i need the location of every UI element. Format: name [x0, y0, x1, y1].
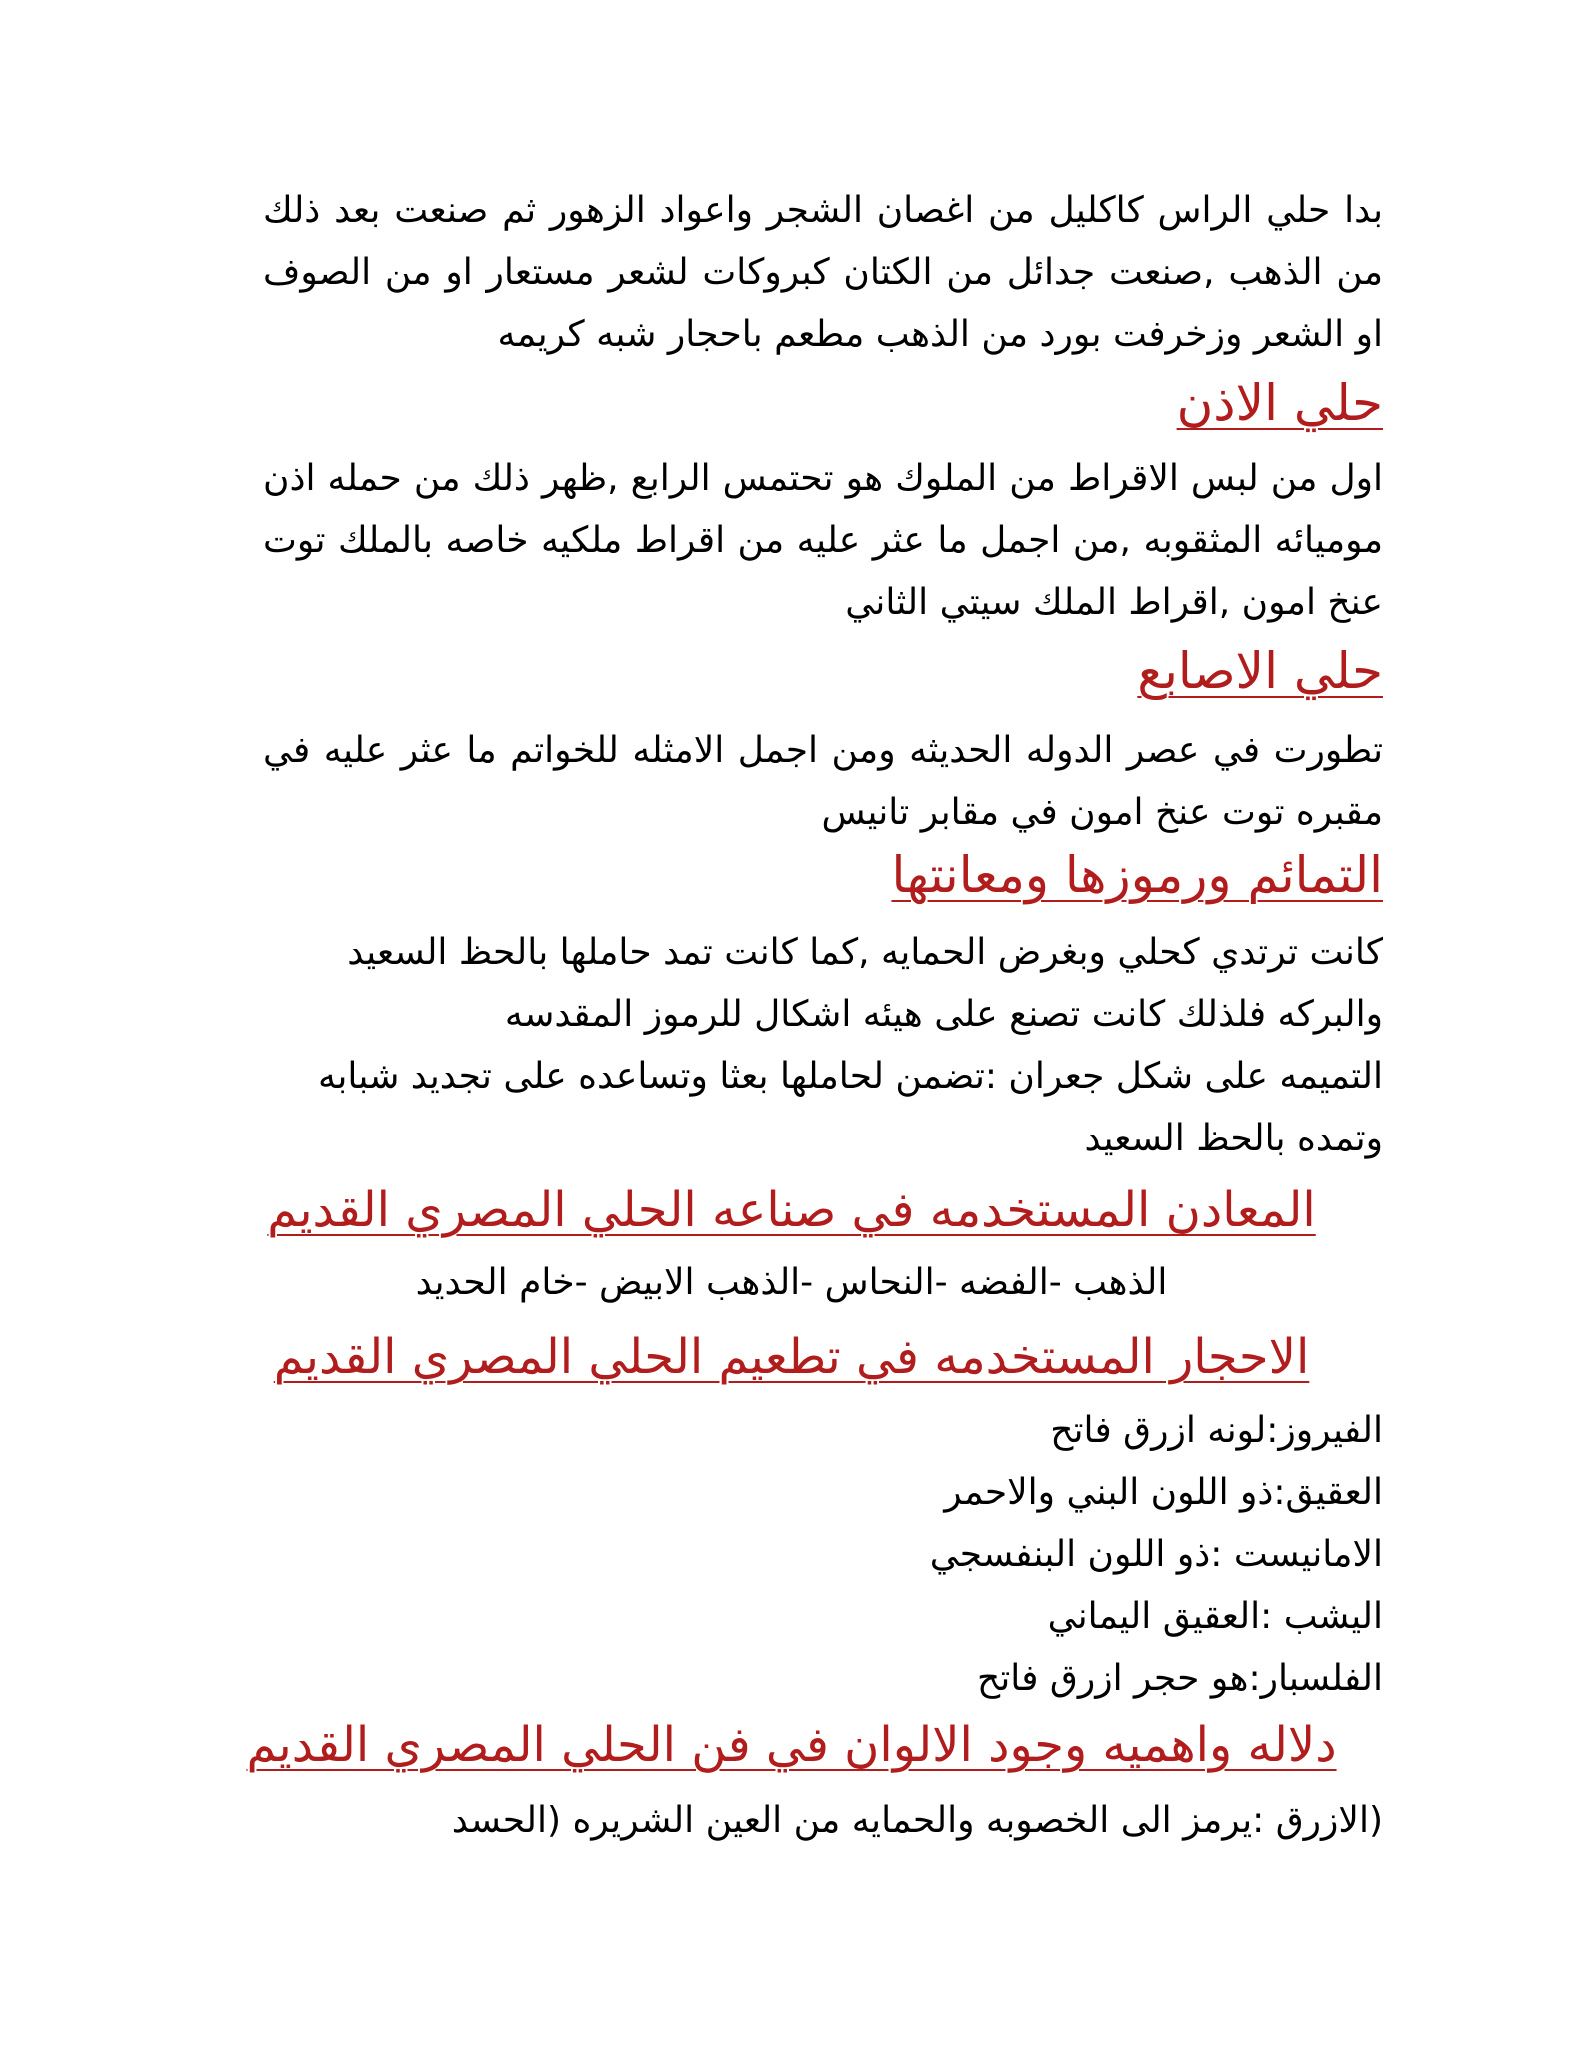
section-stones: [0, 1322, 1583, 1392]
metals-line: الذهب -الفضه -النحاس -الذهب الابيض -خام الحديد: [415, 1262, 1168, 1303]
amulets-paragraph: [263, 922, 1383, 1170]
stone-item: الفيروز:لونه ازرق فاتح: [1050, 1410, 1383, 1451]
stone-item: الامانيست :ذو اللون البنفسجي: [929, 1534, 1383, 1575]
amulets-line: والبركه فلذلك كانت تصنع على هيئه اشكال للرموز المقدسه: [504, 994, 1383, 1035]
intro-line: او الشعر وزخرفت بورد من الذهب مطعم باحجار شبه كريمه: [497, 314, 1383, 355]
heading-amulets: التمائم ورموزها ومعانتها: [891, 846, 1383, 904]
fingers-paragraph: [263, 720, 1383, 844]
heading-colors: دلاله واهميه وجود الالوان في فن الحلي المصري القديم: [246, 1717, 1337, 1773]
stones-list: [263, 1400, 1383, 1710]
amulets-line: وتمده بالحظ السعيد: [1084, 1118, 1383, 1159]
stone-item: العقيق:ذو اللون البني والاحمر: [944, 1472, 1383, 1513]
ears-paragraph: [263, 448, 1383, 634]
section-amulets: [263, 840, 1383, 910]
colors-line: (الازرق :يرمز الى الخصوبه والحمايه من العين الشريره (الحسد: [451, 1800, 1383, 1841]
fingers-line: تطورت في عصر الدوله الحديثه ومن اجمل الامثله للخواتم ما عثر عليه في: [263, 730, 1383, 771]
section-colors: [0, 1710, 1583, 1780]
heading-metals: المعادن المستخدمه في صناعه الحلي المصري القديم: [267, 1182, 1316, 1238]
ears-line: اول من لبس الاقراط من الملوك هو تحتمس الرابع ,ظهر ذلك من حمله اذن: [263, 458, 1383, 499]
section-ears: [263, 368, 1383, 438]
amulets-line: التميمه على شكل جعران :تضمن لحاملها بعثا وتساعده على تجديد شبابه: [318, 1056, 1383, 1097]
stone-item: الفلسبار:هو حجر ازرق فاتح: [977, 1658, 1383, 1699]
metals-list: [0, 1252, 1583, 1314]
colors-paragraph: [263, 1790, 1383, 1852]
section-fingers: [263, 636, 1383, 706]
intro-paragraph: [263, 180, 1383, 366]
stone-item: اليشب :العقيق اليماني: [1047, 1596, 1383, 1637]
heading-fingers: حلي الاصابع: [1137, 642, 1383, 700]
intro-line: من الذهب ,صنعت جدائل من الكتان كبروكات لشعر مستعار او من الصوف: [263, 252, 1383, 293]
ears-line: موميائه المثقوبه ,من اجمل ما عثر عليه من اقراط ملكيه خاصه بالملك توت: [263, 520, 1383, 561]
intro-line: بدا حلي الراس كاكليل من اغصان الشجر واعواد الزهور ثم صنعت بعد ذلك: [263, 190, 1383, 231]
ears-line: عنخ امون ,اقراط الملك سيتي الثاني: [845, 582, 1383, 623]
heading-stones: الاحجار المستخدمه في تطعيم الحلي المصري القديم: [273, 1329, 1310, 1385]
fingers-line: مقبره توت عنخ امون في مقابر تانيس: [821, 792, 1383, 833]
section-metals: [0, 1175, 1583, 1245]
amulets-line: كانت ترتدي كحلي وبغرض الحمايه ,كما كانت تمد حاملها بالحظ السعيد: [347, 932, 1383, 973]
heading-ears: حلي الاذن: [1176, 374, 1383, 432]
